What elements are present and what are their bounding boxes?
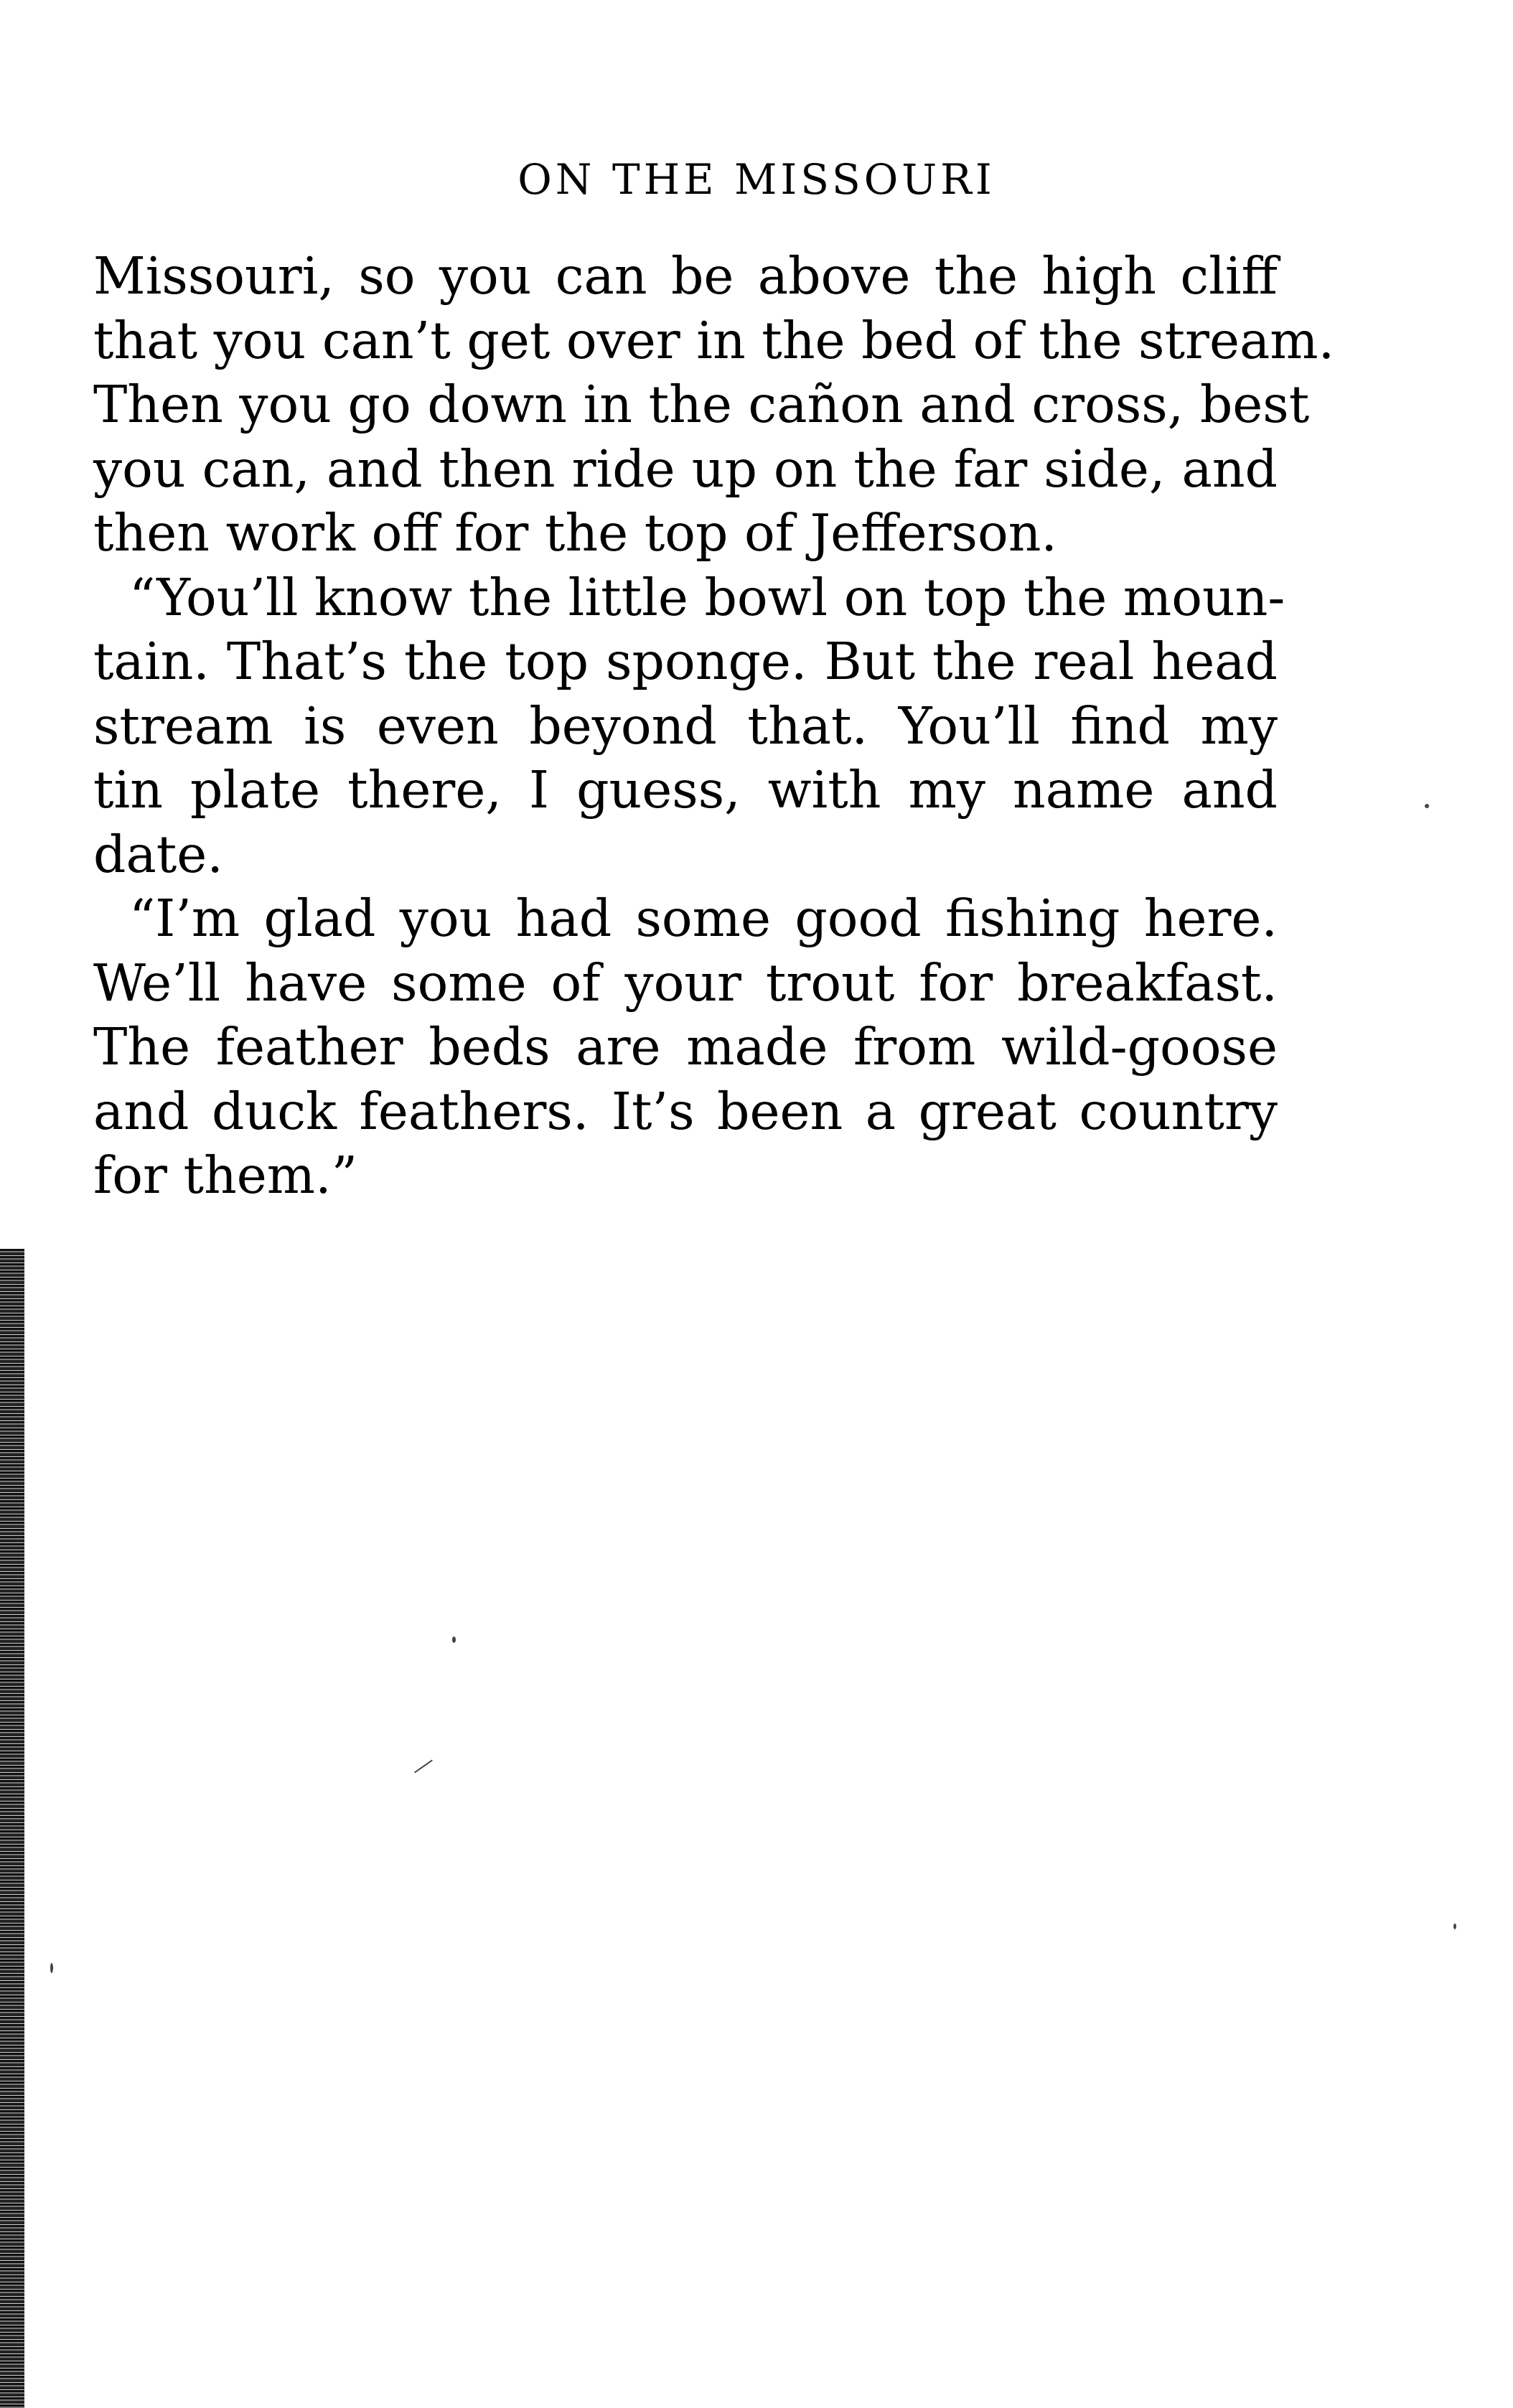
text-line: “You’ll know the little bowl on top the moun- (129, 567, 1285, 627)
text-line: tain. That’s the top sponge. But the real head (93, 632, 1278, 691)
paper-speck (50, 1963, 53, 1973)
paper-speck (1453, 1924, 1456, 1929)
text-line: “I’m glad you had some good fishing here. (129, 889, 1278, 948)
paper-speck (414, 1760, 433, 1774)
text-line: you can, and then ride up on the far side, and (93, 439, 1278, 499)
text-line: date. (93, 824, 223, 884)
text-line: that you can’t get over in the bed of the stream. (93, 310, 1335, 370)
running-head: ON THE MISSOURI (517, 155, 996, 204)
text-line: for them.” (93, 1146, 358, 1205)
paper-speck (452, 1636, 456, 1643)
body-text (93, 244, 1335, 1208)
text-line: Then you go down in the cañon and cross, best (93, 375, 1310, 434)
text-line: Missouri, so you can be above the high cliff (93, 246, 1278, 306)
text-line: and duck feathers. It’s been a great country (93, 1081, 1278, 1141)
text-line: We’ll have some of your trout for breakfast. (93, 952, 1278, 1013)
page-binding-edge (0, 1249, 24, 2408)
text-line: then work off for the top of Jefferson. (93, 503, 1058, 563)
text-line: tin plate there, I guess, with my name and (93, 760, 1278, 820)
paper-speck (1425, 804, 1429, 808)
text-line: The feather beds are made from wild-goose (93, 1017, 1278, 1077)
text-line: stream is even beyond that. You’ll find my (93, 695, 1278, 756)
